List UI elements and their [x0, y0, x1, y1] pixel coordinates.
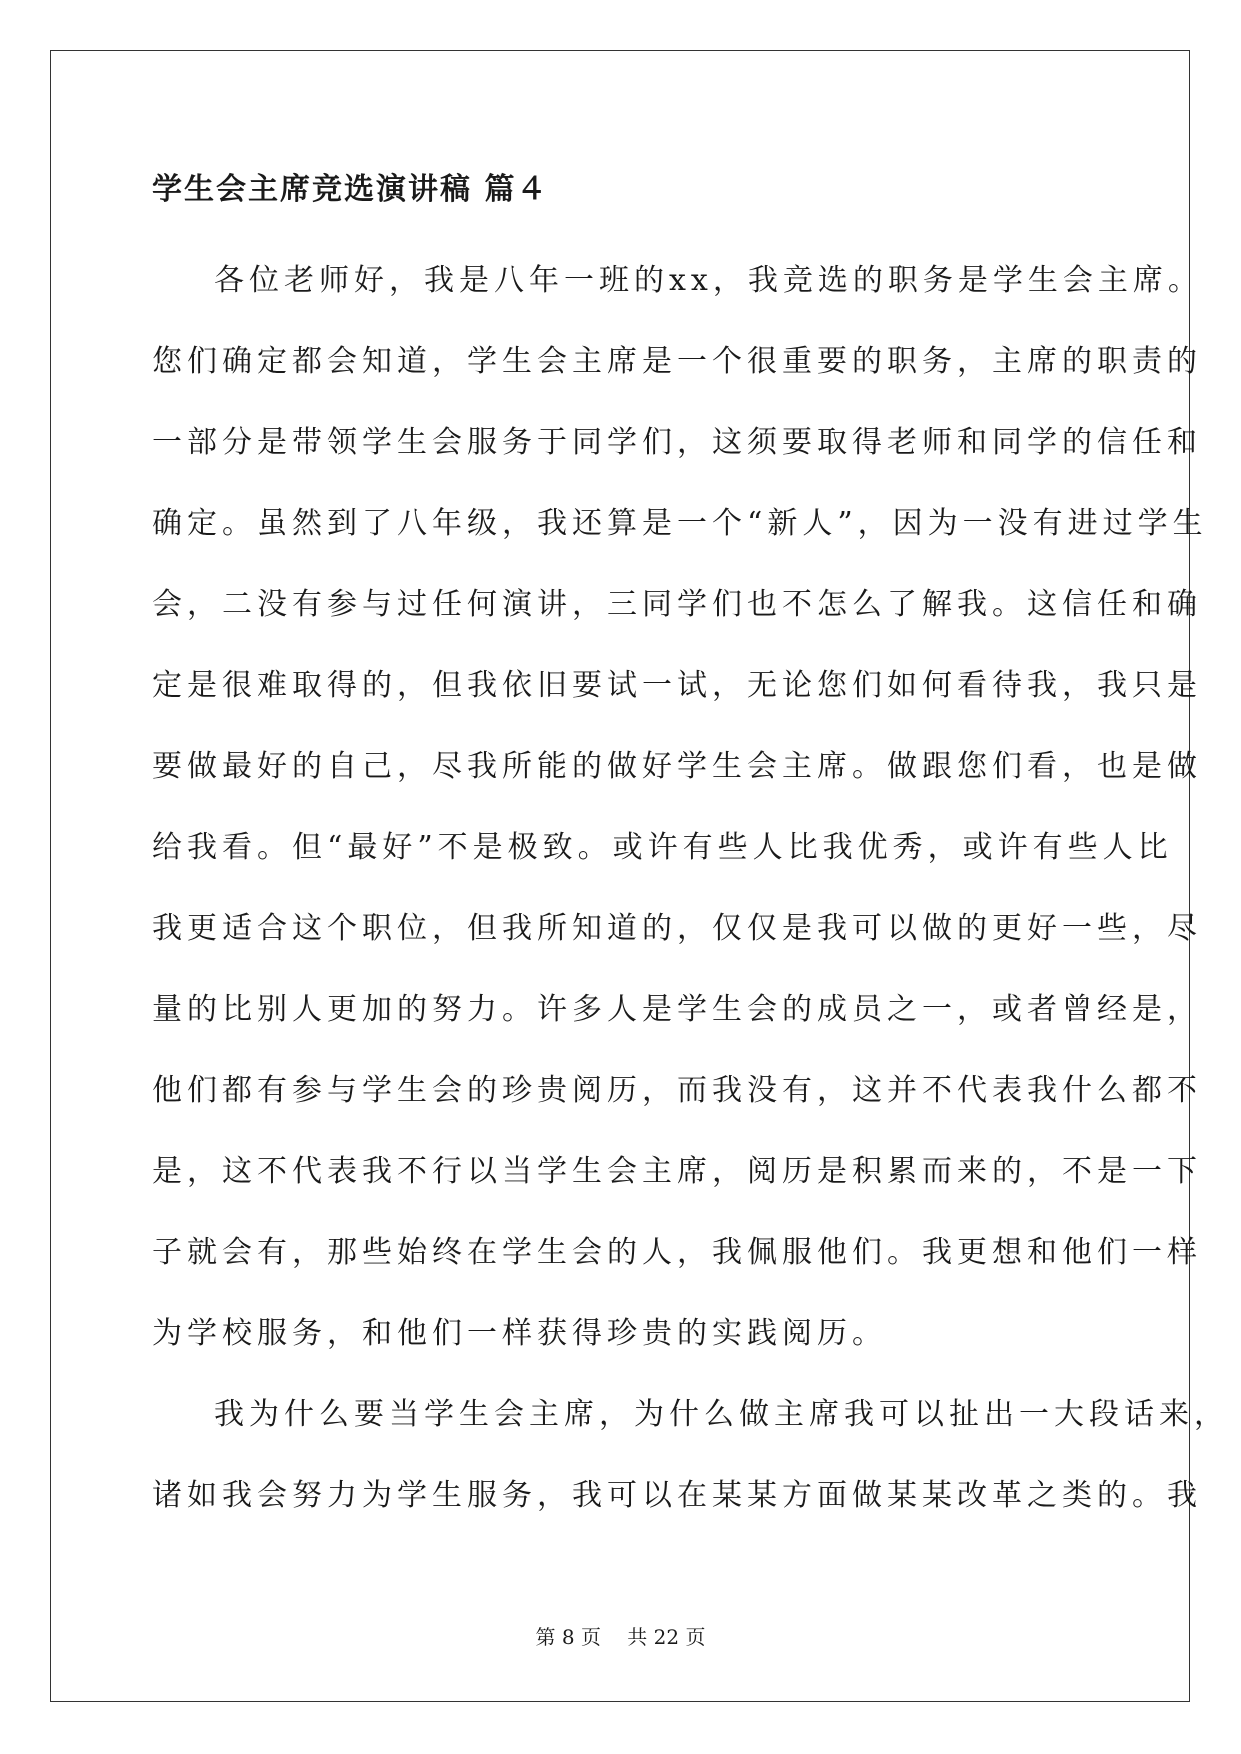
paragraph-line: 为学校服务，和他们一样获得珍贵的实践阅历。: [152, 1316, 887, 1351]
paragraph-line: 我为什么要当学生会主席，为什么做主席我可以扯出一大段话来，: [214, 1397, 1229, 1432]
paragraph-line: 我更适合这个职位，但我所知道的，仅仅是我可以做的更好一些，尽: [152, 911, 1202, 946]
document-body: [152, 170, 1229, 1557]
paragraph-line: 确定。虽然到了八年级，我还算是一个“新人”，因为一没有进过学生: [152, 506, 1208, 541]
paragraph-line: 定是很难取得的，但我依旧要试一试，无论您们如何看待我，我只是: [152, 668, 1202, 703]
paragraph-line: 各位老师好，我是八年一班的xx，我竞选的职务是学生会主席。: [214, 263, 1203, 298]
paragraph-line: 给我看。但“最好”不是极致。或许有些人比我优秀，或许有些人比: [152, 830, 1173, 865]
paragraph-line: 他们都有参与学生会的珍贵阅历，而我没有，这并不代表我什么都不: [152, 1073, 1202, 1108]
paragraph-line: 是，这不代表我不行以当学生会主席，阅历是积累而来的，不是一下: [152, 1154, 1202, 1189]
paragraph-line: 您们确定都会知道，学生会主席是一个很重要的职务，主席的职责的: [152, 344, 1202, 379]
paragraph-line: 要做最好的自己，尽我所能的做好学生会主席。做跟您们看，也是做: [152, 749, 1202, 784]
paragraph-line: 量的比别人更加的努力。许多人是学生会的成员之一，或者曾经是，: [152, 992, 1202, 1027]
page-number-footer: 第 8 页 共 22 页: [535, 1625, 706, 1649]
paragraph-line: 子就会有，那些始终在学生会的人，我佩服他们。我更想和他们一样: [152, 1235, 1202, 1270]
paragraph-2: [152, 1395, 1229, 1557]
paragraph-line: 会，二没有参与过任何演讲，三同学们也不怎么了解我。这信任和确: [152, 587, 1202, 622]
paragraph-line: 诸如我会努力为学生服务，我可以在某某方面做某某改革之类的。我: [152, 1478, 1202, 1513]
paragraph-line: 一部分是带领学生会服务于同学们，这须要取得老师和同学的信任和: [152, 425, 1202, 460]
section-title: 学生会主席竞选演讲稿 篇４: [152, 172, 549, 207]
paragraph-1: [152, 261, 1208, 1395]
